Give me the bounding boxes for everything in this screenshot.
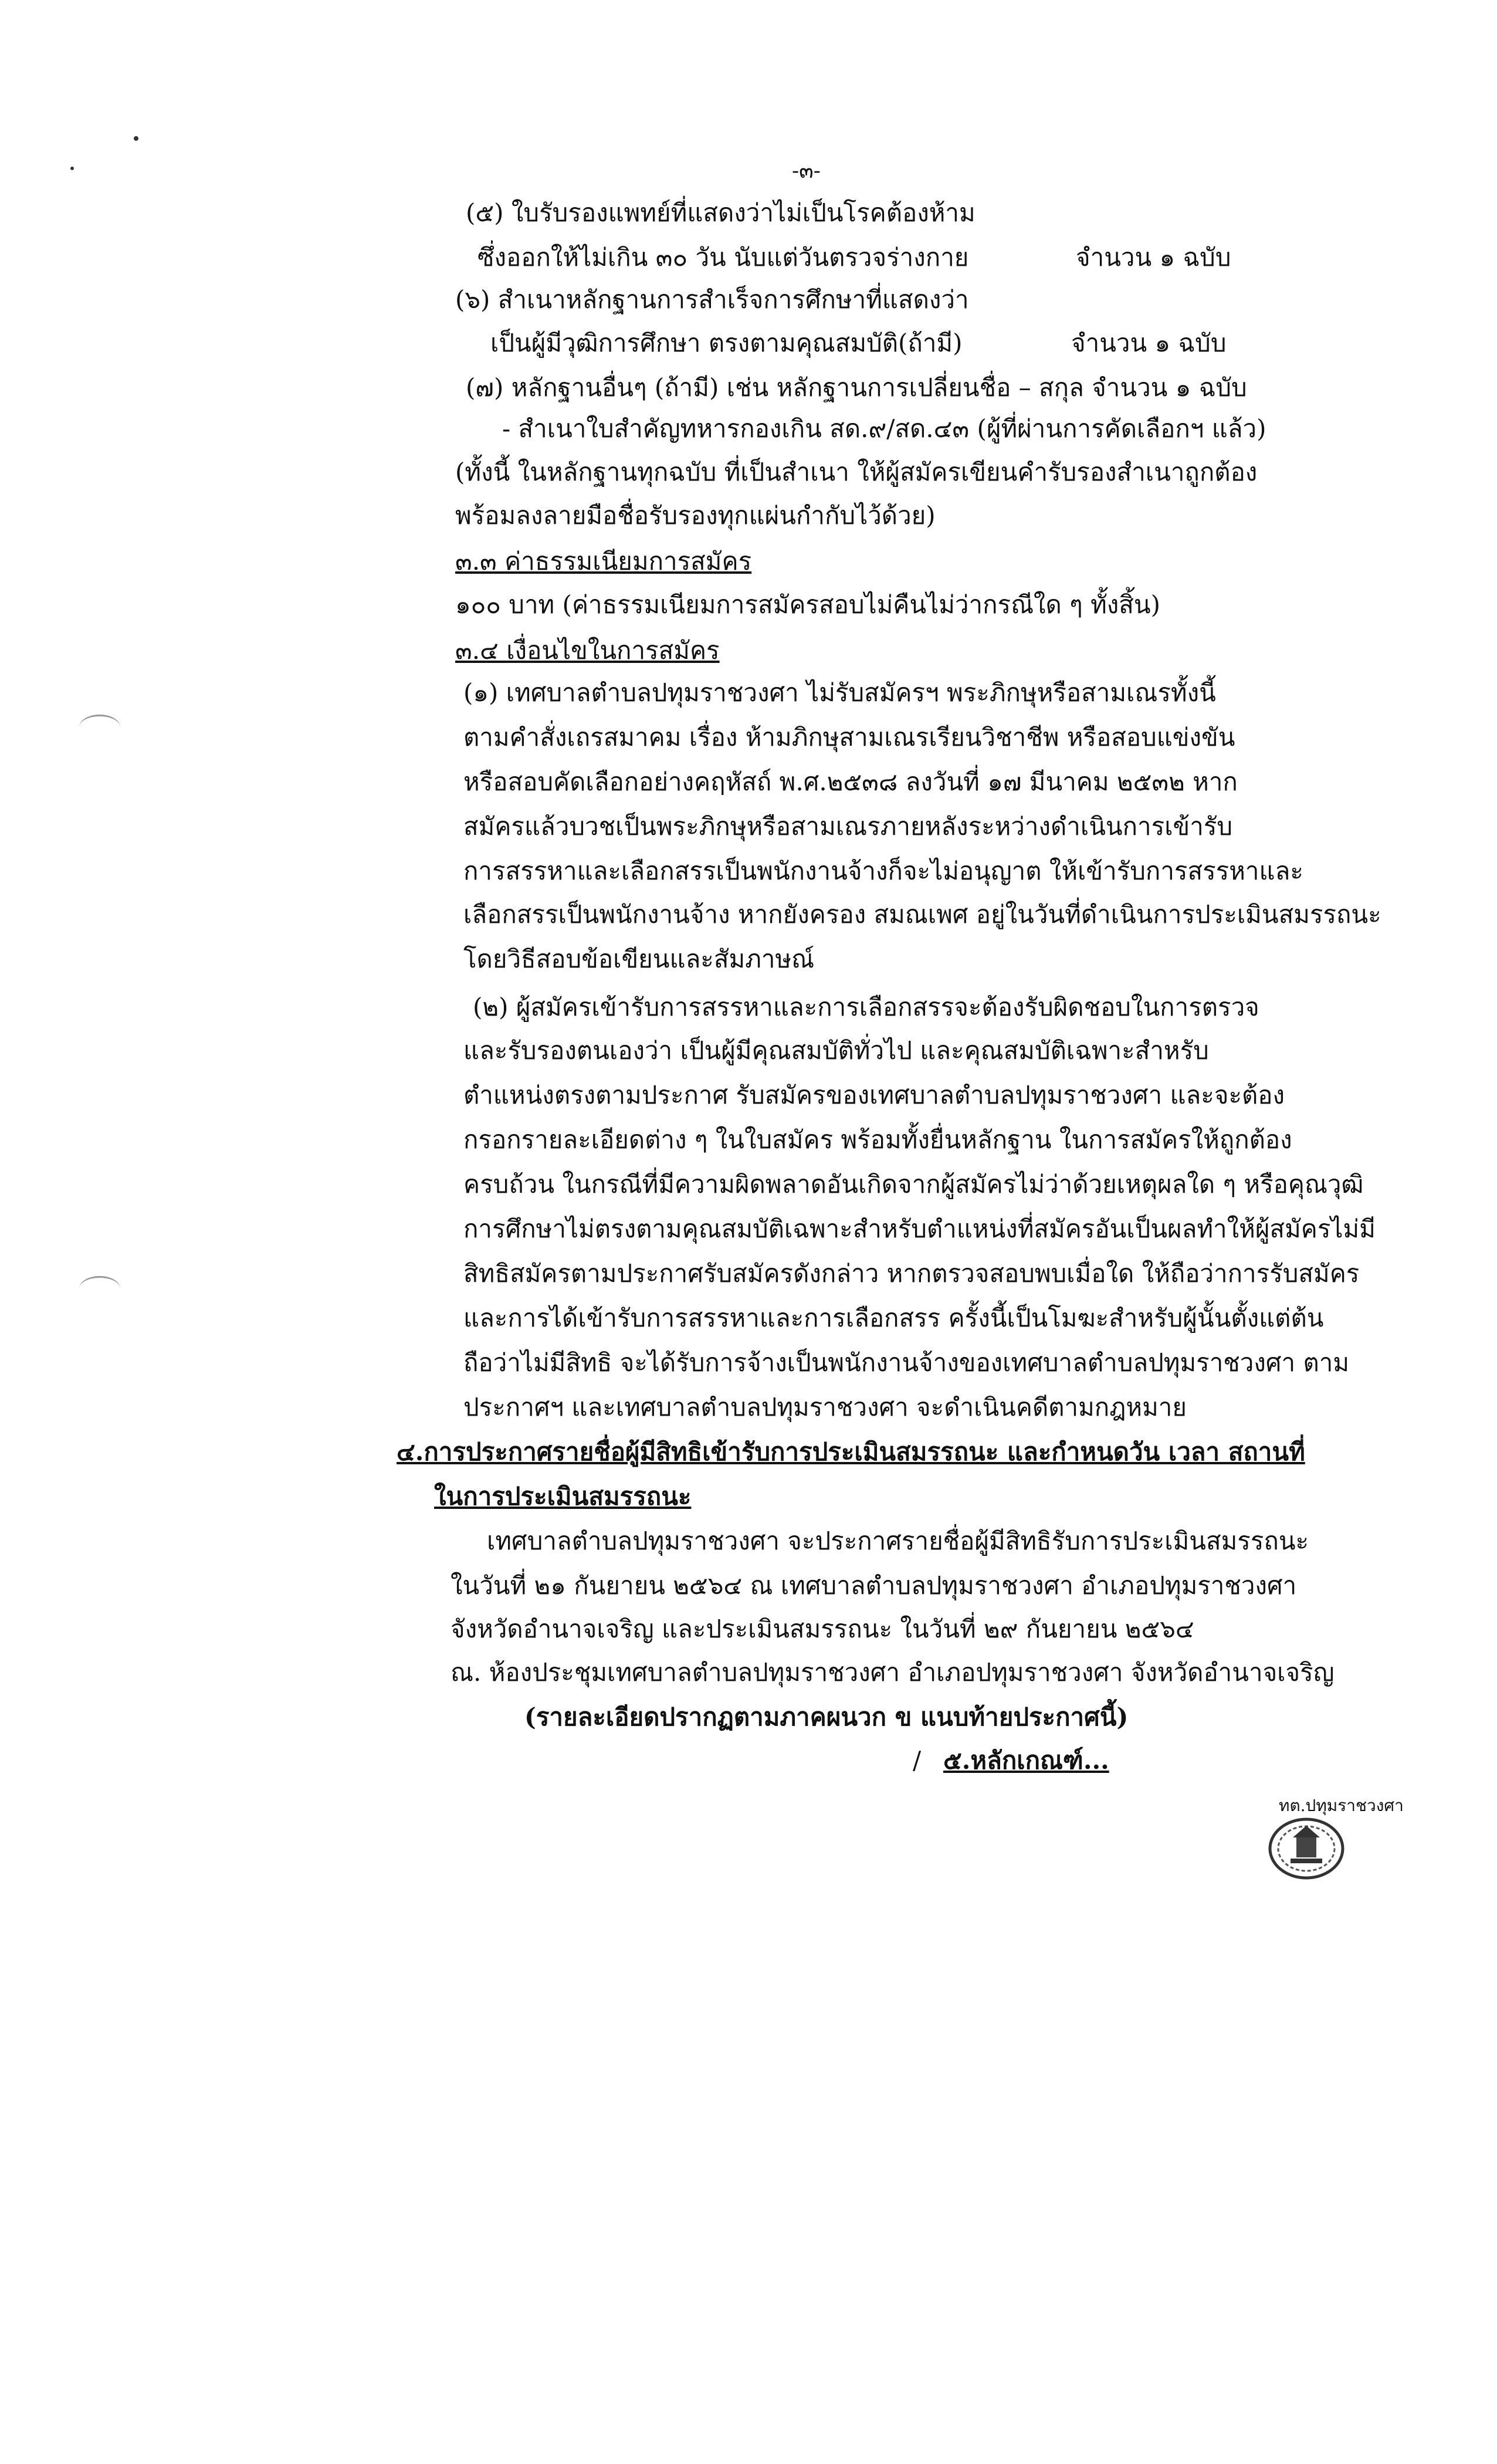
condition2-line: ตำแหน่งตรงตามประกาศ รับสมัครของเทศบาลตำบลปทุมราชวงศา และจะต้อง — [463, 1081, 1285, 1109]
item5-line1: (๕) ใบรับรองแพทย์ที่แสดงว่าไม่เป็นโรคต้องห้าม — [466, 198, 976, 227]
note-line1: (ทั้งนี้ ในหลักฐานทุกฉบับ ที่เป็นสำเนา ให้ผู้สมัครเขียนคำรับรองสำเนาถูกต้อง — [455, 458, 1258, 486]
condition1-line: สมัครแล้วบวชเป็นพระภิกษุหรือสามเณรภายหลังระหว่างดำเนินการเข้ารับ — [463, 812, 1233, 841]
item5-line2: ซึ่งออกให้ไม่เกิน ๓๐ วัน นับแต่วันตรวจร่างกาย — [477, 243, 969, 272]
section4-heading-line1: ๔.การประกาศรายชื่อผู้มีสิทธิเข้ารับการประเมินสมรรถนะ และกำหนดวัน เวลา สถานที่ — [397, 1437, 1305, 1466]
continue-next-section: ๕.หลักเกณฑ์... — [943, 1746, 1109, 1775]
condition1-line: ตามคำสั่งเถรสมาคม เรื่อง ห้ามภิกษุสามเณรเรียนวิชาชีพ หรือสอบแข่งขัน — [463, 723, 1235, 752]
condition1-line: หรือสอบคัดเลือกอย่างคฤหัสถ์ พ.ศ.๒๕๓๘ ลงวันที่ ๑๗ มีนาคม ๒๕๓๒ หาก — [463, 767, 1238, 796]
item7-line2: - สำเนาใบสำคัญทหารกองเกิน สด.๙/สด.๔๓ (ผู้ที่ผ่านการคัดเลือกฯ แล้ว) — [502, 414, 1266, 443]
section4-body-line: จังหวัดอำนาจเจริญ และประเมินสมรรถนะ ในวันที่ ๒๙ กันยายน ๒๕๖๔ — [451, 1615, 1194, 1643]
continue-slash: / — [913, 1746, 922, 1775]
fee-text: ๑๐๐ บาท (ค่าธรรมเนียมการสมัครสอบไม่คืนไม่ว่ากรณีใด ๆ ทั้งสิ้น) — [455, 590, 1161, 619]
section4-body-line: ในวันที่ ๒๑ กันยายน ๒๕๖๔ ณ เทศบาลตำบลปทุมราชวงศา อำเภอปทุมราชวงศา — [451, 1571, 1297, 1600]
item6-line2: เป็นผู้มีวุฒิการศึกษา ตรงตามคุณสมบัติ(ถ้ามี) — [490, 329, 963, 357]
item6-line1: (๖) สำเนาหลักฐานการสำเร็จการศึกษาที่แสดงว่า — [455, 285, 969, 314]
scan-speck — [70, 167, 74, 170]
condition2-line: ครบถ้วน ในกรณีที่มีความผิดพลาดอันเกิดจากผู้สมัครไม่ว่าด้วยเหตุผลใด ๆ หรือคุณวุฒิ — [463, 1170, 1364, 1199]
scan-speck — [134, 136, 138, 141]
scan-artifact — [79, 715, 120, 740]
fee-heading: ๓.๓ ค่าธรรมเนียมการสมัคร — [455, 547, 752, 576]
item5-quantity: จำนวน ๑ ฉบับ — [1076, 243, 1231, 272]
conditions-heading: ๓.๔ เงื่อนไขในการสมัคร — [455, 636, 720, 665]
condition2-line: กรอกรายละเอียดต่าง ๆ ในใบสมัคร พร้อมทั้งยื่นหลักฐาน ในการสมัครให้ถูกต้อง — [463, 1125, 1292, 1154]
item7-line1: (๗) หลักฐานอื่นๆ (ถ้ามี) เช่น หลักฐานการเปลี่ยนชื่อ – สกุล จำนวน ๑ ฉบับ — [466, 373, 1247, 402]
condition1-line: การสรรหาและเลือกสรรเป็นพนักงานจ้างก็จะไม่อนุญาต ให้เข้ารับการสรรหาและ — [463, 857, 1303, 885]
municipal-seal-icon — [1267, 1816, 1346, 1881]
condition1-line: เลือกสรรเป็นพนักงานจ้าง หากยังครอง สมณเพศ อยู่ในวันที่ดำเนินการประเมินสมรรถนะ — [463, 900, 1381, 929]
condition2-line: ถือว่าไม่มีสิทธิ จะได้รับการจ้างเป็นพนักงานจ้างของเทศบาลตำบลปทุมราชวงศา ตาม — [463, 1348, 1350, 1377]
condition2-line: และรับรองตนเองว่า เป็นผู้มีคุณสมบัติทั่วไป และคุณสมบัติเฉพาะสำหรับ — [463, 1036, 1209, 1065]
condition2-line: และการได้เข้ารับการสรรหาและการเลือกสรร ครั้งนี้เป็นโมฆะสำหรับผู้นั้นตั้งแต่ต้น — [463, 1304, 1324, 1332]
condition2-line: ประกาศฯ และเทศบาลตำบลปทุมราชวงศา จะดำเนินคดีตามกฎหมาย — [463, 1393, 1187, 1421]
condition1-line: (๑) เทศบาลตำบลปทุมราชวงศา ไม่รับสมัครฯ พระภิกษุหรือสามเณรทั้งนี้ — [463, 678, 1216, 707]
condition1-line: โดยวิธีสอบข้อเขียนและสัมภาษณ์ — [463, 945, 815, 973]
footer-org-short: ทต.ปทุมราชวงศา — [1279, 1796, 1404, 1815]
section4-detail: (รายละเอียดปรากฏตามภาคผนวก ข แนบท้ายประกาศนี้) — [524, 1703, 1129, 1731]
page-number: -๓- — [792, 159, 821, 183]
condition2-line: การศึกษาไม่ตรงตามคุณสมบัติเฉพาะสำหรับตำแหน่งที่สมัครอันเป็นผลทำให้ผู้สมัครไม่มี — [463, 1214, 1376, 1243]
scan-artifact — [79, 1276, 120, 1301]
condition2-line: สิทธิสมัครตามประกาศรับสมัครดังกล่าว หากตรวจสอบพบเมื่อใด ให้ถือว่าการรับสมัคร — [463, 1259, 1360, 1288]
section4-body-line: ณ. ห้องประชุมเทศบาลตำบลปทุมราชวงศา อำเภอปทุมราชวงศา จังหวัดอำนาจเจริญ — [451, 1658, 1335, 1687]
section4-heading-line2: ในการประเมินสมรรถนะ — [434, 1482, 692, 1511]
section4-body-line: เทศบาลตำบลปทุมราชวงศา จะประกาศรายชื่อผู้มีสิทธิรับการประเมินสมรรถนะ — [487, 1527, 1309, 1555]
condition2-line: (๒) ผู้สมัครเข้ารับการสรรหาและการเลือกสรรจะต้องรับผิดชอบในการตรวจ — [473, 993, 1259, 1021]
note-line2: พร้อมลงลายมือชื่อรับรองทุกแผ่นกำกับไว้ด้วย) — [455, 501, 936, 530]
item6-quantity: จำนวน ๑ ฉบับ — [1071, 329, 1227, 357]
